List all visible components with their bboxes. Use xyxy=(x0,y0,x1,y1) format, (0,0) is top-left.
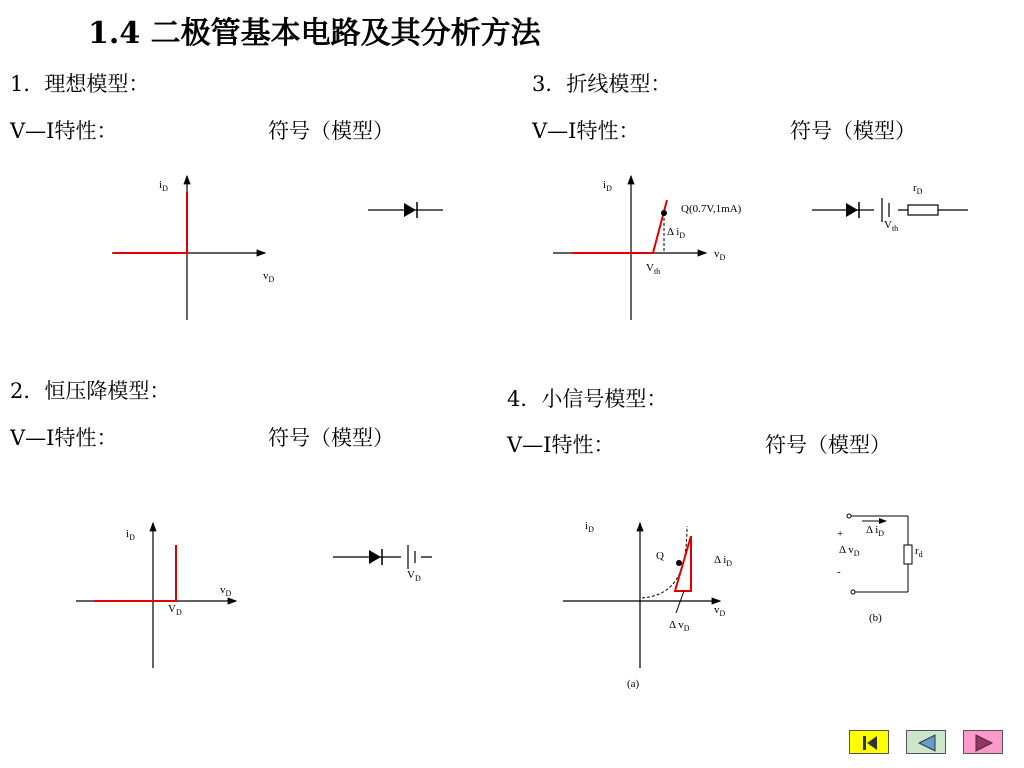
circuit-delta-vD-label: Δ $v_D$ xyxy=(839,544,860,559)
small-signal-delta-iD-label: Δ $i_D$ xyxy=(714,554,733,569)
section-ideal-symbol: 符号（模型） xyxy=(268,119,394,143)
section-constant-drop-symbol: 符号（模型） xyxy=(268,426,394,450)
ideal-diode-symbol xyxy=(368,202,443,218)
piecewise-delta-iD-label: Δ $i_D$ xyxy=(667,226,686,241)
figure-b-label: (b) xyxy=(869,612,882,624)
section-piecewise-symbol: 符号（模型） xyxy=(790,119,916,143)
q-point xyxy=(661,210,667,216)
first-slide-button[interactable] xyxy=(849,730,889,754)
piecewise-iD-label: $i_D$ xyxy=(603,179,612,194)
section-ideal-vi: V—I特性： xyxy=(10,119,118,143)
ideal-vD-label: $v_D$ xyxy=(263,270,275,285)
q-point-label: Q(0.7V,1mA) xyxy=(681,203,742,215)
prev-icon xyxy=(907,731,947,755)
page-title: 1.4 二极管基本电路及其分析方法 xyxy=(88,16,541,51)
constant-drop-diode-symbol xyxy=(333,545,432,569)
section-small-signal-vi: V—I特性： xyxy=(507,433,615,457)
ideal-curve xyxy=(114,192,187,253)
small-signal-vD-label: $v_D$ xyxy=(714,604,726,619)
piecewise-vD-label: $v_D$ xyxy=(714,248,726,263)
constant-vD-label: $v_D$ xyxy=(220,584,232,599)
constant-drop-curve xyxy=(94,545,176,601)
piecewise-rD-label: $r_D$ xyxy=(913,182,923,197)
section-small-signal-symbol: 符号（模型） xyxy=(765,433,891,457)
small-signal-delta-vD-label: Δ $v_D$ xyxy=(669,619,690,634)
constant-symbol-VD-label: $V_D$ xyxy=(407,569,421,584)
constant-VD-label: $V_D$ xyxy=(168,603,182,618)
circuit-delta-iD-label: Δ $i_D$ xyxy=(866,524,885,539)
section-constant-drop-heading: 2．恒压降模型： xyxy=(10,379,171,403)
first-icon xyxy=(850,731,890,755)
piecewise-vi-graph xyxy=(553,176,706,320)
section-small-signal-heading: 4．小信号模型： xyxy=(507,387,668,411)
ideal-vi-graph xyxy=(112,176,265,320)
piecewise-vth-label: $V_{th}$ xyxy=(646,262,661,277)
next-icon xyxy=(964,731,1004,755)
constant-iD-label: $i_D$ xyxy=(126,528,135,543)
piecewise-curve xyxy=(572,200,667,253)
section-ideal-heading: 1．理想模型： xyxy=(10,72,150,96)
section-piecewise-heading: 3．折线模型： xyxy=(532,72,672,96)
small-signal-q-label: Q xyxy=(656,550,664,562)
small-signal-iD-label: $i_D$ xyxy=(585,520,594,535)
section-constant-drop-vi: V—I特性： xyxy=(10,426,118,450)
section-piecewise-vi: V—I特性： xyxy=(532,119,640,143)
circuit-plus-label: + xyxy=(837,528,844,540)
circuit-rd-label: $r_d$ xyxy=(915,545,923,560)
next-slide-button[interactable] xyxy=(963,730,1003,754)
small-signal-q-point xyxy=(676,560,682,566)
ideal-iD-label: $i_D$ xyxy=(159,179,168,194)
circuit-minus-label: - xyxy=(837,566,841,578)
piecewise-symbol-vth-label: $V_{th}$ xyxy=(884,219,899,234)
small-signal-vi-graph xyxy=(563,523,720,668)
prev-slide-button[interactable] xyxy=(906,730,946,754)
figure-a-label: (a) xyxy=(627,678,640,690)
constant-drop-vi-graph xyxy=(76,523,236,668)
